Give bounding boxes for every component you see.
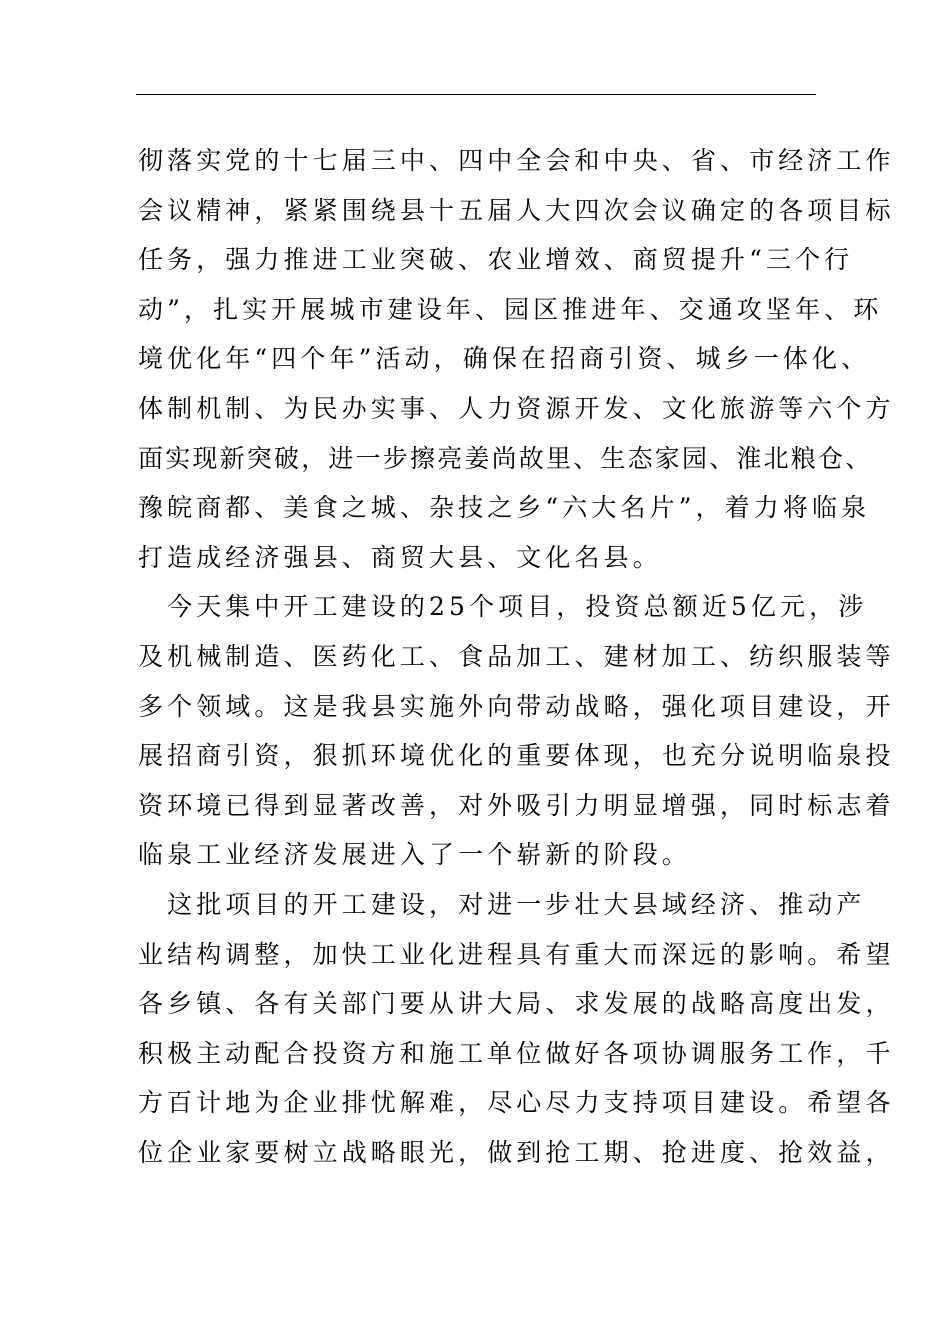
text-line: 临泉工业经济发展进入了一个崭新的阶段。	[138, 840, 691, 870]
text-line: 各乡镇、各有关部门要从讲大局、求发展的战略高度出发，	[138, 989, 895, 1019]
text-line: 打造成经济强县、商贸大县、文化名县。	[138, 542, 662, 572]
text-line: 体制机制、为民办实事、人力资源开发、文化旅游等六个方	[138, 393, 895, 423]
text-line: 任务，强力推进工业突破、农业增效、商贸提升“三个行	[138, 245, 854, 275]
text-line: 展招商引资，狠抓环境优化的重要体现，也充分说明临泉投	[138, 741, 895, 771]
text-line: 今天集中开工建设的25个项目，投资总额近5亿元，涉	[138, 592, 868, 622]
header-rule	[136, 94, 816, 95]
text-line: 豫皖商都、美食之城、杂技之乡“六大名片”，着力将临泉	[138, 493, 871, 523]
text-line: 资环境已得到显著改善，对外吸引力明显增强，同时标志着	[138, 790, 895, 820]
paragraph-3	[138, 880, 895, 1178]
text-line: 面实现新突破，进一步擦亮姜尚故里、生态家园、淮北粮仓、	[138, 443, 873, 473]
text-line: 动”，扎实开展城市建设年、园区推进年、交通攻坚年、环	[138, 294, 883, 324]
text-line: 位企业家要树立战略眼光，做到抢工期、抢进度、抢效益，	[138, 1137, 895, 1167]
text-line: 多个领域。这是我县实施外向带动战略，强化项目建设，开	[138, 691, 895, 721]
text-line: 及机械制造、医药化工、食品加工、建材加工、纺织服装等	[138, 641, 895, 671]
text-line: 境优化年“四个年”活动，确保在招商引资、城乡一体化、	[138, 344, 871, 374]
paragraph-1	[138, 136, 895, 582]
text-line: 积极主动配合投资方和施工单位做好各项协调服务工作，千	[138, 1038, 895, 1068]
text-line: 会议精神，紧紧围绕县十五届人大四次会议确定的各项目标	[138, 195, 895, 225]
text-line: 方百计地为企业排忧解难，尽心尽力支持项目建设。希望各	[138, 1088, 895, 1118]
text-line: 彻落实党的十七届三中、四中全会和中央、省、市经济工作	[138, 146, 895, 175]
document-body	[138, 136, 895, 1177]
text-line: 这批项目的开工建设，对进一步壮大县域经济、推动产	[138, 889, 866, 919]
text-line: 业结构调整，加快工业化进程具有重大而深远的影响。希望	[138, 939, 895, 969]
paragraph-2	[138, 582, 895, 880]
